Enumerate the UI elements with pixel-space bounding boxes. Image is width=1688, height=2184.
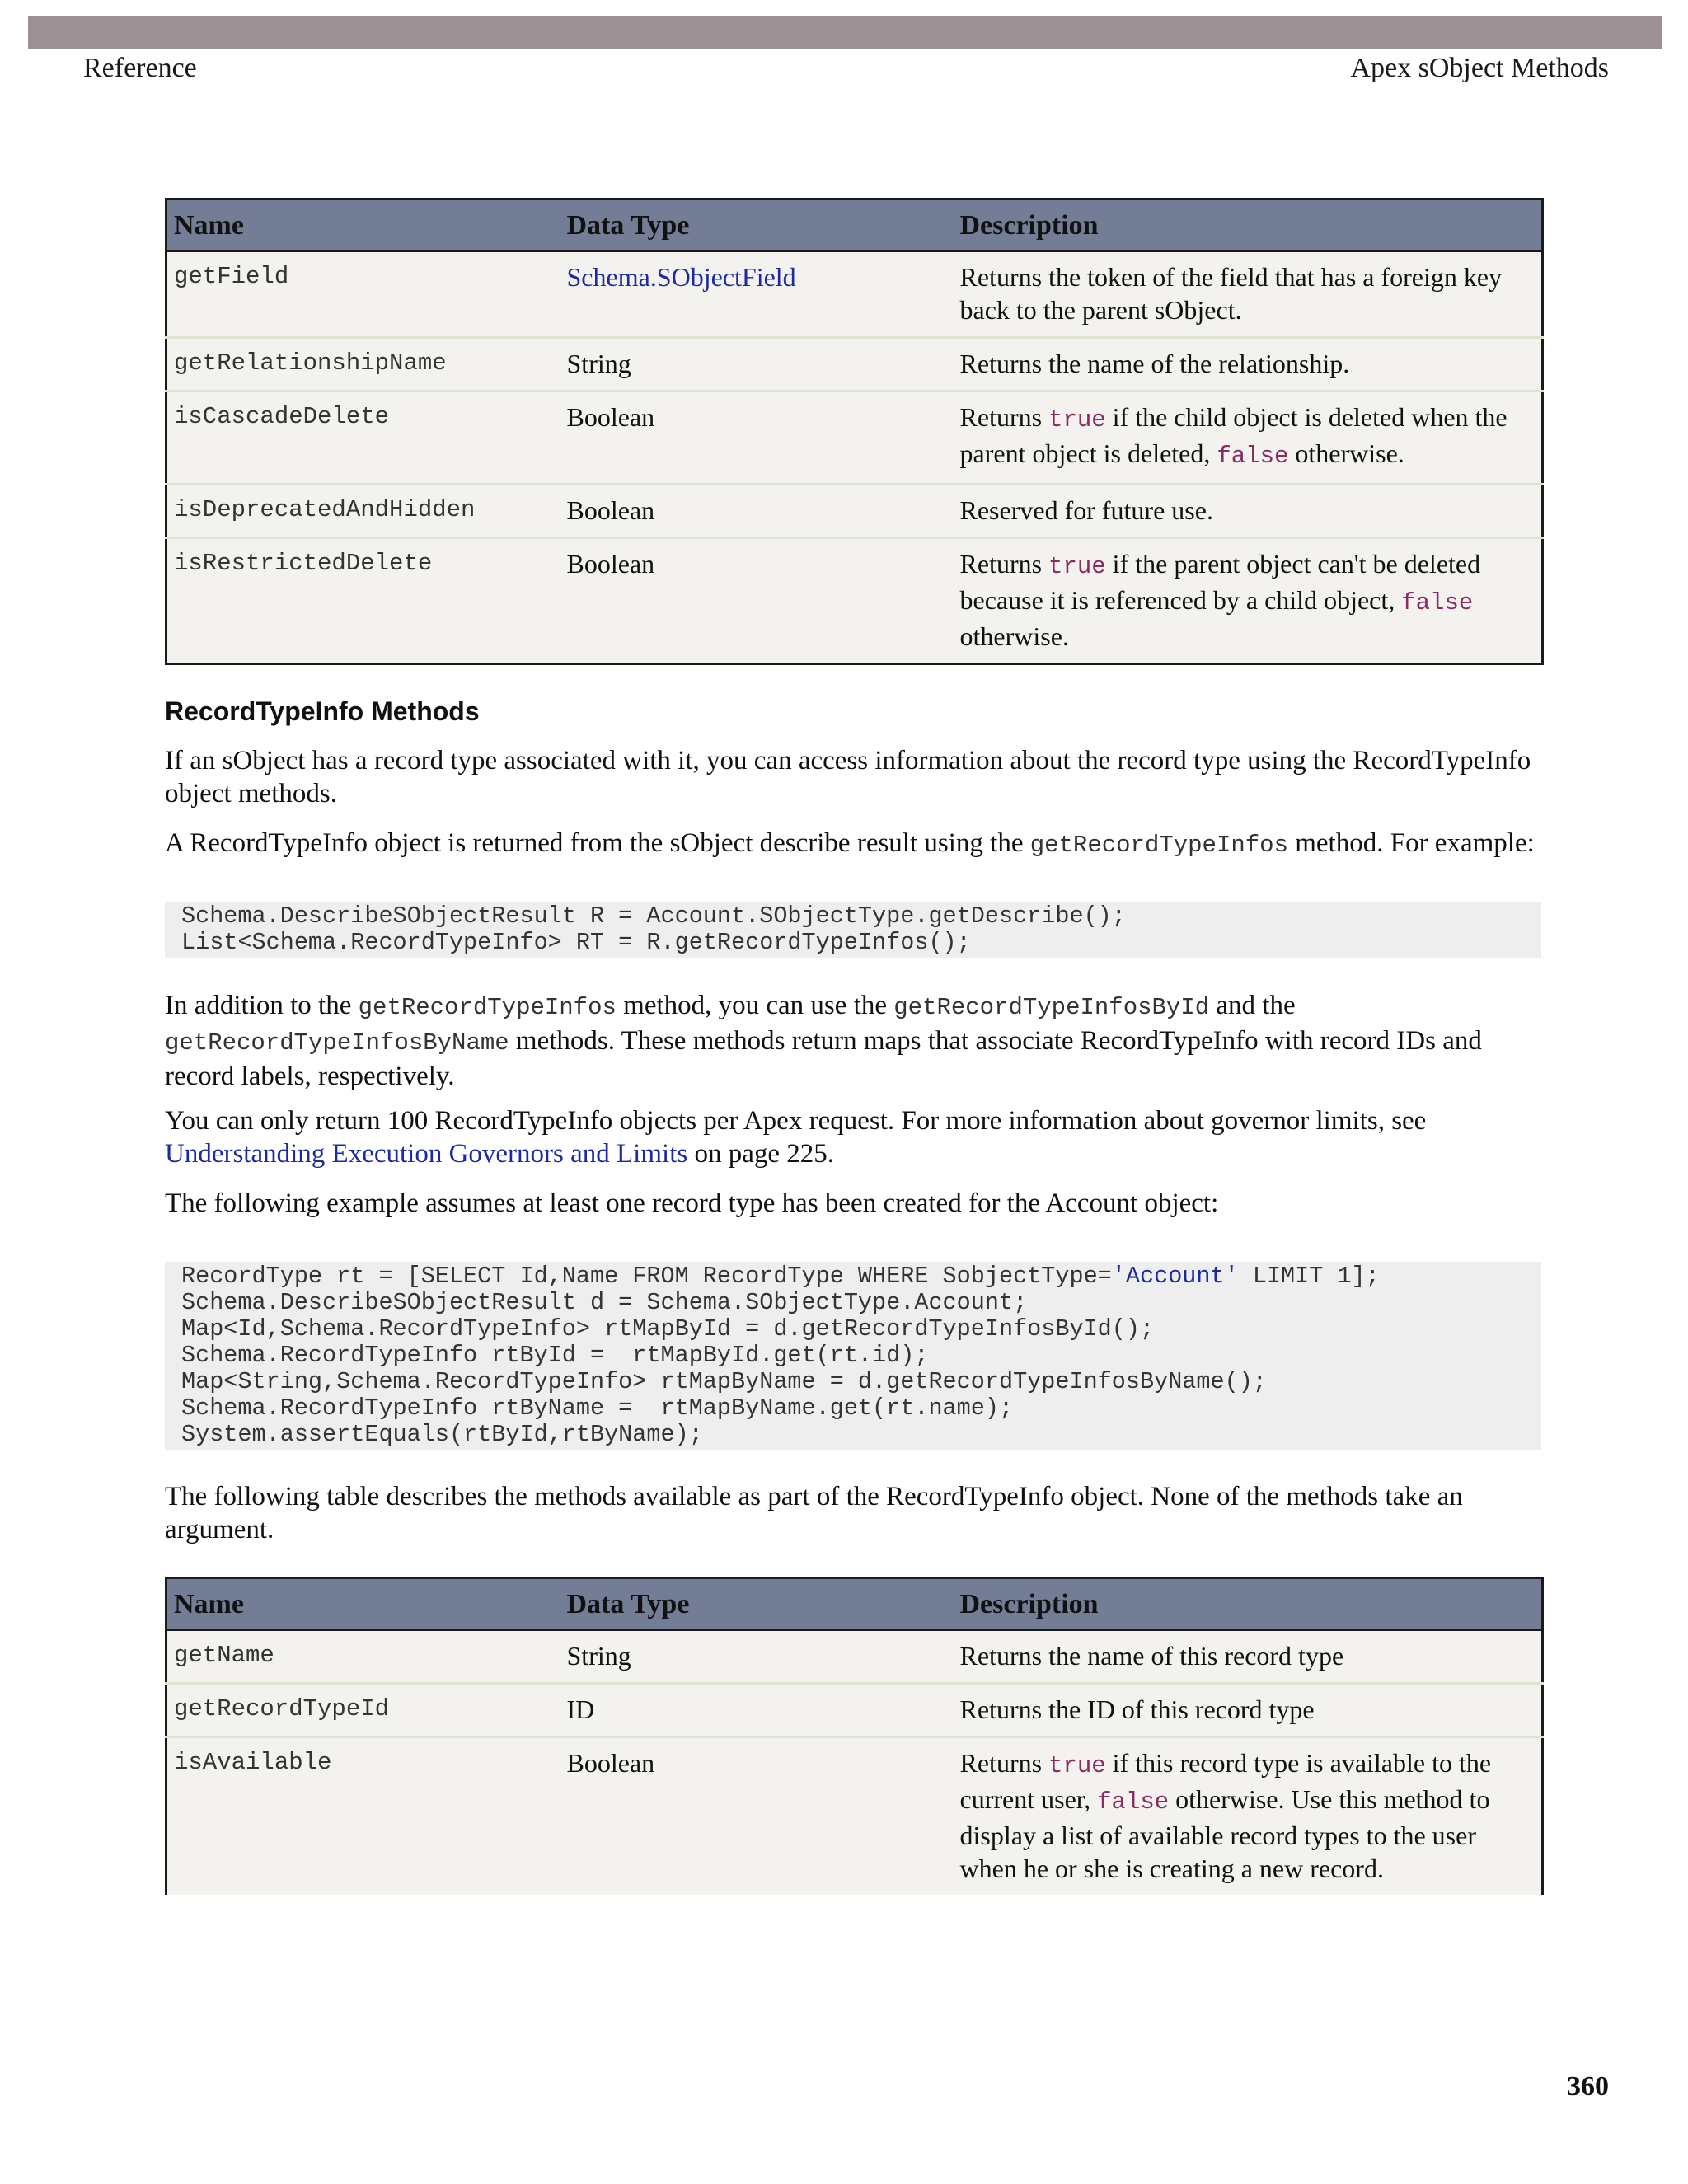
data-type: String — [560, 1630, 954, 1684]
keyword-true: true — [1048, 1752, 1106, 1779]
relationship-methods-table-wrap — [165, 198, 1541, 665]
method-name: getRelationshipName — [166, 338, 560, 391]
keyword-false: false — [1401, 589, 1474, 616]
paragraph-table-intro: The following table describes the methods available as part of the RecordTypeInfo object. None of the methods take an argument. — [165, 1482, 1463, 1544]
method-name: isCascadeDelete — [166, 391, 560, 485]
table-row — [166, 538, 1543, 664]
code-line: Schema.DescribeSObjectResult R = Account.SObjectType.getDescribe(); — [181, 902, 1126, 930]
keyword-false: false — [1097, 1788, 1170, 1816]
recordtypeinfo-methods-table-wrap — [165, 1577, 1541, 1895]
column-header-name: Name — [166, 199, 560, 251]
method-description: Returns the name of the relationship. — [954, 338, 1543, 391]
table-header-row — [166, 1578, 1543, 1630]
method-description: Returns the name of this record type — [954, 1630, 1543, 1684]
data-type: Boolean — [560, 485, 954, 538]
paragraph-maps: In addition to the getRecordTypeInfos method, you can use the getRecordTypeInfosById and the getRecordTypeInfosByName methods. These methods return maps that associate RecordTypeInfo with record IDs and record labels, respectively. — [165, 991, 1482, 1091]
method-name: getField — [166, 251, 560, 338]
method-description: Reserved for future use. — [954, 485, 1543, 538]
code-line: List<Schema.RecordTypeInfo> RT = R.getRecordTypeInfos(); — [181, 929, 971, 956]
code-string: 'Account' — [1111, 1263, 1239, 1290]
paragraph-intro: If an sObject has a record type associated with it, you can access information about the record type using the RecordTypeInfo object methods. — [165, 746, 1531, 808]
table-row — [166, 391, 1543, 485]
data-type-link[interactable]: Schema.SObjectField — [566, 262, 796, 292]
relationship-methods-table — [165, 198, 1544, 665]
paragraph-example-intro: The following example assumes at least one record type has been created for the Account object: — [165, 1188, 1219, 1218]
inline-code: getRecordTypeInfosByName — [165, 1029, 509, 1057]
table-row — [166, 251, 1543, 338]
section-heading: RecordTypeInfo Methods — [165, 696, 480, 726]
method-description: Returns true if this record type is available to the current user, false otherwise. Use this method to display a list of available record types to the user when he or she is creating a new record. — [954, 1737, 1543, 1896]
table-row — [166, 485, 1543, 538]
table-row — [166, 1684, 1543, 1737]
keyword-true: true — [1048, 406, 1106, 434]
method-description: Returns true if the parent object can't be deleted because it is referenced by a child object, false otherwise. — [954, 538, 1543, 664]
code-line: RecordType rt = [SELECT Id,Name FROM RecordType WHERE SobjectType='Account' LIMIT 1]; — [181, 1263, 1380, 1290]
table-row — [166, 338, 1543, 391]
data-type: Boolean — [560, 538, 954, 664]
inline-code: getRecordTypeInfos — [358, 994, 617, 1021]
method-name: isRestrictedDelete — [166, 538, 560, 664]
method-description: Returns the token of the field that has a foreign key back to the parent sObject. — [954, 251, 1543, 338]
paragraph-limits: You can only return 100 RecordTypeInfo objects per Apex request. For more information about governor limits, see Understanding Execution Governors and Limits on page 225. — [165, 1106, 1427, 1169]
header-bar — [28, 16, 1662, 49]
inline-code: getRecordTypeInfosById — [893, 994, 1210, 1021]
data-type: Boolean — [560, 1737, 954, 1896]
method-name: getName — [166, 1630, 560, 1684]
data-type: Boolean — [560, 391, 954, 485]
header-section-label: Reference — [83, 53, 197, 83]
code-lines: Schema.DescribeSObjectResult d = Schema.SObjectType.Account; Map<Id,Schema.RecordTypeInfo> rtMapById = d.getRecordTypeInfosById(); Schema.RecordTypeInfo rtById = rtMapById.get(rt.id); Map<String,Schema.RecordTypeInfo> rtMapByName = d.getRecordTypeInfosByName(); Schema.RecordTypeInfo rtByName = rtMapByName.get(rt.name); System.assertEquals(rtById,rtByName); — [181, 1289, 1267, 1448]
table-header-row — [166, 199, 1543, 251]
table-row — [166, 1737, 1543, 1896]
data-type: String — [560, 338, 954, 391]
paragraph-describe-result: A RecordTypeInfo object is returned from the sObject describe result using the getRecordTypeInfos method. For example: — [165, 828, 1535, 859]
column-header-description: Description — [954, 1578, 1543, 1630]
code-block-describe — [165, 902, 1541, 958]
method-name: isAvailable — [166, 1737, 560, 1896]
header-chapter-title: Apex sObject Methods — [1350, 53, 1609, 83]
column-header-data-type: Data Type — [560, 1578, 954, 1630]
keyword-false: false — [1217, 443, 1289, 470]
method-description: Returns the ID of this record type — [954, 1684, 1543, 1737]
column-header-data-type: Data Type — [560, 199, 954, 251]
recordtypeinfo-methods-table — [165, 1577, 1544, 1895]
governors-limits-link[interactable]: Understanding Execution Governors and Limits — [165, 1139, 688, 1169]
page-number: 360 — [1567, 2071, 1609, 2102]
keyword-true: true — [1048, 553, 1106, 580]
column-header-description: Description — [954, 199, 1543, 251]
code-block-example — [165, 1262, 1541, 1450]
column-header-name: Name — [166, 1578, 560, 1630]
inline-code: getRecordTypeInfos — [1029, 832, 1288, 859]
table-row — [166, 1630, 1543, 1684]
method-name: getRecordTypeId — [166, 1684, 560, 1737]
method-description: Returns true if the child object is deleted when the parent object is deleted, false otherwise. — [954, 391, 1543, 485]
data-type: ID — [560, 1684, 954, 1737]
method-name: isDeprecatedAndHidden — [166, 485, 560, 538]
